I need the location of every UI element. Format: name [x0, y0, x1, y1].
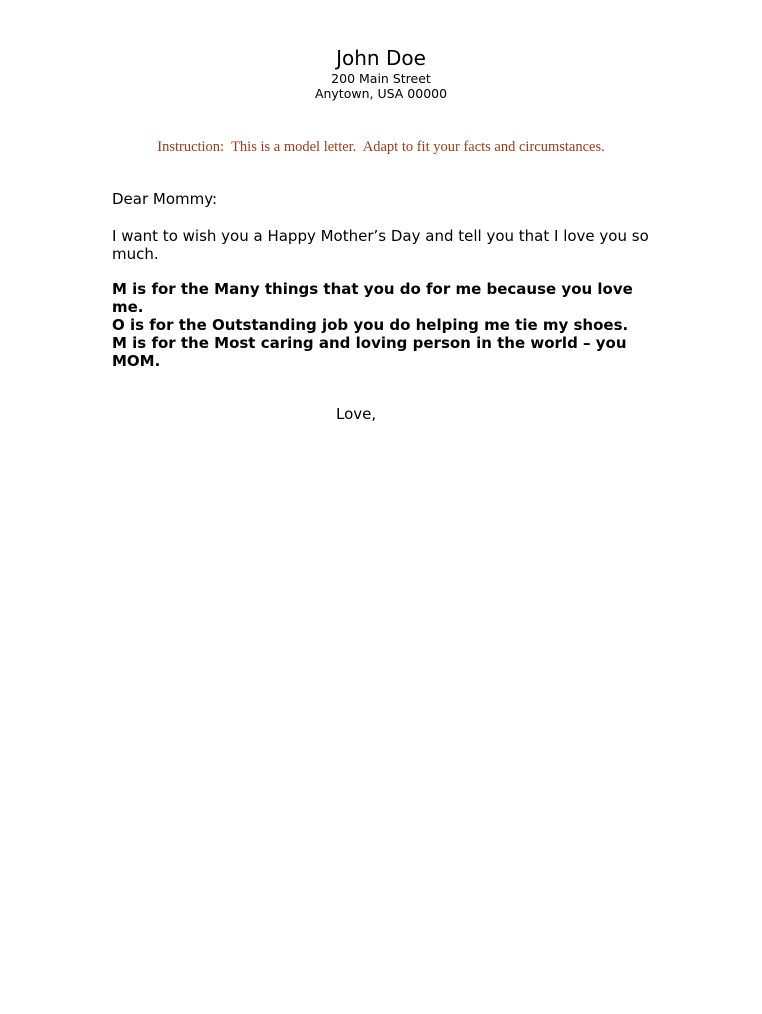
intro-paragraph: I want to wish you a Happy Mother’s Day and tell you that I love you so much. [112, 227, 649, 263]
sender-street: 200 Main Street [331, 71, 431, 86]
acrostic-poem [112, 280, 657, 370]
poem-line-o: O is for the Outstanding job you do helping me tie my shoes. [112, 316, 629, 334]
poem-line-m1: M is for the Many things that you do for me because you love me. [112, 280, 633, 316]
sender-city: Anytown, USA 00000 [314, 86, 448, 101]
instruction-note: Instruction: This is a model letter. Adapt to fit your facts and circumstances. [157, 139, 605, 155]
poem-line-m2: M is for the Most caring and loving person in the world – you MOM. [112, 334, 627, 370]
closing: Love, [336, 405, 377, 423]
sender-header [0, 45, 762, 101]
sender-name: John Doe [336, 46, 426, 70]
salutation: Dear Mommy: [112, 190, 218, 208]
